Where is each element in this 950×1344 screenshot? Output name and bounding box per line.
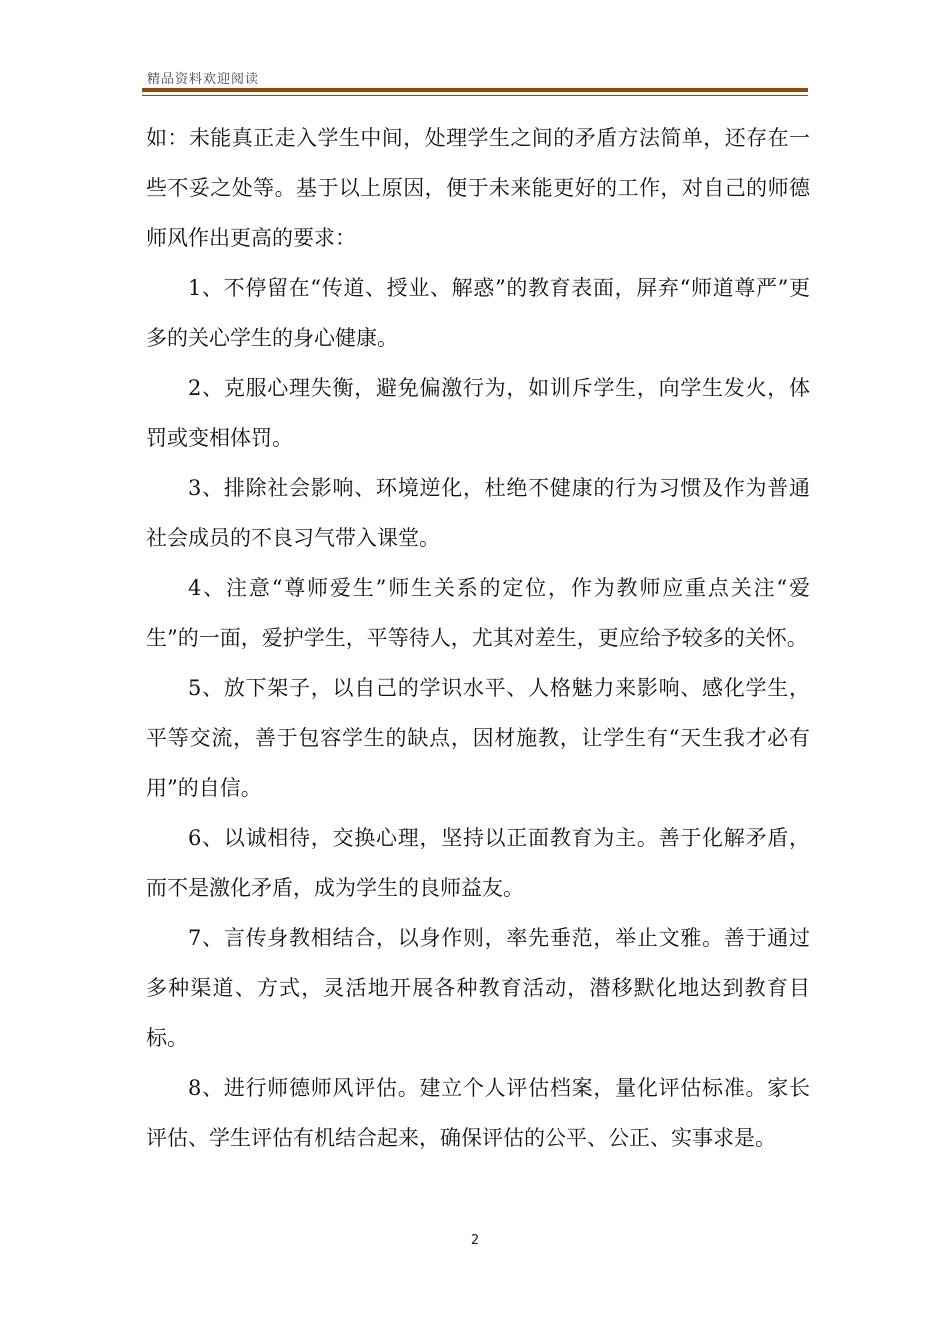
header-rule-thick xyxy=(142,88,808,92)
paragraph-item-2: 2、克服心理失衡，避免偏激行为，如训斥学生，向学生发火，体罚或变相体罚。 xyxy=(146,376,810,450)
paragraph-item-1: 1、不停留在“传道、授业、解惑”的教育表面，屏弃“师道尊严”更多的关心学生的身心健康。 xyxy=(146,276,810,350)
document-body xyxy=(146,113,810,1163)
paragraph-item-7: 7、言传身教相结合，以身作则，率先垂范，举止文雅。善于通过多种渠道、方式，灵活地开展各种教育活动，潜移默化地达到教育目标。 xyxy=(146,926,810,1050)
paragraph-intro: 如：未能真正走入学生中间，处理学生之间的矛盾方法简单，还存在一些不妥之处等。基于以上原因，便于未来能更好的工作，对自己的师德师风作出更高的要求： xyxy=(146,126,810,250)
page-number: 2 xyxy=(470,1233,480,1248)
paragraph-item-6: 6、以诚相待，交换心理，坚持以正面教育为主。善于化解矛盾，而不是激化矛盾，成为学生的良师益友。 xyxy=(146,826,810,900)
paragraph-item-4: 4、注意“尊师爱生”师生关系的定位，作为教师应重点关注“爱生”的一面，爱护学生，平等待人，尤其对差生，更应给予较多的关怀。 xyxy=(146,576,810,650)
header-rule-thin xyxy=(142,95,808,96)
paragraph-item-8: 8、进行师德师风评估。建立个人评估档案，量化评估标准。家长评估、学生评估有机结合起来，确保评估的公平、公正、实事求是。 xyxy=(146,1076,810,1150)
paragraph-item-5: 5、放下架子，以自己的学识水平、人格魅力来影响、感化学生，平等交流，善于包容学生的缺点，因材施教，让学生有“天生我才必有用”的自信。 xyxy=(146,676,810,800)
header-title: 精品资料欢迎阅读 xyxy=(147,72,260,87)
paragraph-item-3: 3、排除社会影响、环境逆化，杜绝不健康的行为习惯及作为普通社会成员的不良习气带入课堂。 xyxy=(146,476,810,550)
